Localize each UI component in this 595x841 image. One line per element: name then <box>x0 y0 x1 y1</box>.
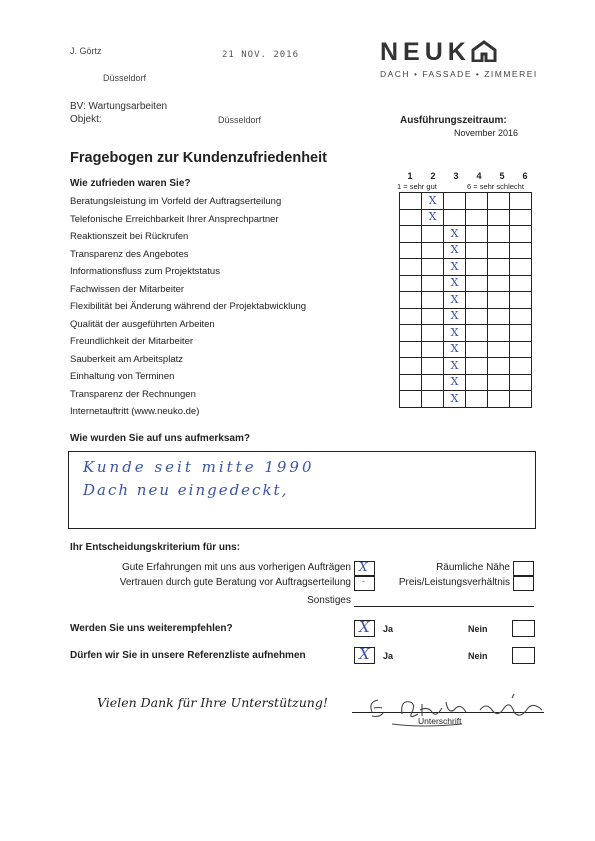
rating-cell-4[interactable] <box>466 308 488 325</box>
scale-5: 5 <box>499 171 505 181</box>
rating-cell-1[interactable] <box>400 391 422 408</box>
rating-row <box>400 374 532 391</box>
rating-mark: X <box>428 210 437 224</box>
reference-yes-mark: X <box>359 645 370 663</box>
rating-cell-5[interactable] <box>488 259 510 276</box>
rating-cell-6[interactable] <box>510 341 532 358</box>
rating-row <box>400 242 532 259</box>
objekt-value: Düsseldorf <box>218 115 262 125</box>
thanks-text: Vielen Dank für Ihre Unterstützung! <box>97 695 328 710</box>
rating-mark: X <box>450 292 459 306</box>
recommend-yes-checkbox[interactable] <box>354 620 375 637</box>
attention-answer-box[interactable] <box>68 451 536 529</box>
rating-cell-4[interactable] <box>466 275 488 292</box>
rating-mark: X <box>450 309 459 323</box>
rating-cell-3[interactable] <box>444 308 466 325</box>
rating-cell-5[interactable] <box>488 242 510 259</box>
satisfaction-item-label: Reaktionszeit bei Rückrufen <box>70 231 189 242</box>
satisfaction-item-label: Transparenz des Angebotes <box>70 248 189 260</box>
rating-cell-4[interactable] <box>466 391 488 408</box>
rating-cell-6[interactable] <box>510 358 532 375</box>
rating-cell-4[interactable] <box>466 358 488 375</box>
scale-4: 4 <box>476 171 482 181</box>
satisfaction-item-label: Sauberkeit am Arbeitsplatz <box>70 353 184 365</box>
rating-cell-6[interactable] <box>510 209 532 226</box>
recommend-question: Werden Sie uns weiterempfehlen? <box>70 623 233 634</box>
date-stamp: 21 NOV. 2016 <box>222 50 300 60</box>
satisfaction-item-label: Internetauftritt (www.neuko.de) <box>70 406 200 417</box>
rating-cell-4[interactable] <box>466 209 488 226</box>
rating-cell-3[interactable] <box>444 275 466 292</box>
period-value: November 2016 <box>454 128 519 138</box>
other-line[interactable] <box>354 606 534 607</box>
rating-row <box>400 308 532 325</box>
handwritten-signature <box>362 690 562 730</box>
rating-row <box>400 325 532 342</box>
rating-mark: X <box>428 193 437 207</box>
rating-cell-5[interactable] <box>488 193 510 210</box>
customer-city: Düsseldorf <box>103 73 147 83</box>
rating-cell-3[interactable] <box>444 242 466 259</box>
satisfaction-item-label: Einhaltung von Terminen <box>70 371 175 382</box>
rating-cell-1[interactable] <box>400 308 422 325</box>
satisfaction-item-label: Telefonische Erreichbarkeit Ihrer Ansprechpartner <box>70 213 279 225</box>
reference-question: Dürfen wir Sie in unsere Referenzliste aufnehmen <box>70 650 306 661</box>
rating-cell-6[interactable] <box>510 374 532 391</box>
rating-cell-4[interactable] <box>466 374 488 391</box>
scale-1: 1 <box>407 171 413 181</box>
rating-cell-1[interactable] <box>400 209 422 226</box>
satisfaction-item-label: Qualität der ausgeführten Arbeiten <box>70 318 215 330</box>
rating-cell-6[interactable] <box>510 292 532 309</box>
rating-row <box>400 292 532 309</box>
bv-text: BV: Wartungsarbeiten <box>70 101 168 112</box>
criteria-opt3-checkbox[interactable] <box>513 561 534 576</box>
satisfaction-question: Wie zufrieden waren Sie? <box>70 178 191 189</box>
rating-cell-4[interactable] <box>466 226 488 243</box>
scale-2: 2 <box>430 171 436 181</box>
period-label: Ausführungszeitraum: <box>400 115 507 126</box>
rating-cell-4[interactable] <box>466 341 488 358</box>
rating-cell-5[interactable] <box>488 374 510 391</box>
rating-cell-5[interactable] <box>488 325 510 342</box>
rating-cell-1[interactable] <box>400 358 422 375</box>
rating-cell-3[interactable] <box>444 374 466 391</box>
rating-row <box>400 226 532 243</box>
rating-cell-4[interactable] <box>466 259 488 276</box>
satisfaction-item-label: Freundlichkeit der Mitarbeiter <box>70 336 194 347</box>
rating-cell-6[interactable] <box>510 242 532 259</box>
rating-cell-1[interactable] <box>400 325 422 342</box>
attention-answer-line1: Kunde seit mitte 1990 <box>83 458 315 476</box>
criteria-opt4-label: Preis/Leistungsverhältnis <box>398 577 510 588</box>
rating-cell-5[interactable] <box>488 341 510 358</box>
rating-cell-5[interactable] <box>488 292 510 309</box>
criteria-opt4-checkbox[interactable] <box>513 576 534 591</box>
logo-text: NEUK <box>380 38 471 66</box>
rating-cell-2[interactable] <box>422 193 444 210</box>
attention-question: Wie wurden Sie auf uns aufmerksam? <box>70 433 250 444</box>
rating-mark: X <box>450 325 459 339</box>
customer-name: J. Görtz <box>70 46 102 56</box>
objekt-label: Objekt: <box>70 114 102 125</box>
rating-row <box>400 275 532 292</box>
rating-cell-1[interactable] <box>400 292 422 309</box>
rating-cell-6[interactable] <box>510 275 532 292</box>
rating-cell-1[interactable] <box>400 226 422 243</box>
reference-no-checkbox[interactable] <box>512 647 535 664</box>
rating-row <box>400 391 532 408</box>
rating-cell-3[interactable] <box>444 325 466 342</box>
satisfaction-item-label: Flexibilität bei Änderung während der Projektabwicklung <box>70 301 307 312</box>
rating-grid <box>399 192 532 408</box>
rating-cell-2[interactable] <box>422 391 444 408</box>
rating-mark: X <box>450 226 459 240</box>
rating-cell-6[interactable] <box>510 325 532 342</box>
rating-cell-2[interactable] <box>422 292 444 309</box>
satisfaction-item-label: Transparenz der Rechnungen <box>70 388 196 400</box>
rating-cell-6[interactable] <box>510 391 532 408</box>
rating-cell-2[interactable] <box>422 275 444 292</box>
rating-mark: X <box>450 375 459 389</box>
page-title: Fragebogen zur Kundenzufriedenheit <box>70 150 327 166</box>
criteria-opt3-label: Räumliche Nähe <box>436 562 510 573</box>
rating-cell-3[interactable] <box>444 226 466 243</box>
rating-row <box>400 259 532 276</box>
rating-row <box>400 358 532 375</box>
rating-cell-5[interactable] <box>488 358 510 375</box>
rating-cell-3[interactable] <box>444 341 466 358</box>
rating-cell-1[interactable] <box>400 341 422 358</box>
scale-3: 3 <box>453 171 459 181</box>
rating-row <box>400 209 532 226</box>
scale-6: 6 <box>522 171 528 181</box>
rating-cell-2[interactable] <box>422 209 444 226</box>
rating-mark: X <box>450 391 459 405</box>
other-label: Sonstiges <box>307 595 351 606</box>
rating-mark: X <box>450 358 459 372</box>
signature-label: Unterschrift <box>418 716 462 726</box>
rating-cell-3[interactable] <box>444 358 466 375</box>
criteria-opt1-label: Gute Erfahrungen mit uns aus vorherigen Aufträgen <box>121 562 351 573</box>
rating-cell-2[interactable] <box>422 226 444 243</box>
rating-row <box>400 193 532 210</box>
rating-cell-2[interactable] <box>422 308 444 325</box>
scale-high-label: 6 = sehr schlecht <box>467 182 524 191</box>
rating-cell-6[interactable] <box>510 193 532 210</box>
logo-tagline: DACH • FASSADE • ZIMMEREI <box>380 69 538 79</box>
rating-cell-1[interactable] <box>400 259 422 276</box>
rating-cell-4[interactable] <box>466 242 488 259</box>
rating-mark: X <box>450 276 459 290</box>
rating-cell-2[interactable] <box>422 325 444 342</box>
rating-cell-6[interactable] <box>510 308 532 325</box>
rating-cell-3[interactable] <box>444 391 466 408</box>
rating-cell-5[interactable] <box>488 391 510 408</box>
criteria-opt1-mark: X <box>359 560 368 574</box>
rating-cell-2[interactable] <box>422 259 444 276</box>
rating-cell-1[interactable] <box>400 275 422 292</box>
house-icon <box>471 40 497 62</box>
company-logo <box>380 38 538 79</box>
rating-cell-5[interactable] <box>488 275 510 292</box>
rating-cell-3[interactable] <box>444 259 466 276</box>
rating-cell-3[interactable] <box>444 292 466 309</box>
rating-cell-5[interactable] <box>488 308 510 325</box>
rating-mark: X <box>450 342 459 356</box>
rating-cell-6[interactable] <box>510 259 532 276</box>
criteria-opt2-checkbox[interactable]: - <box>354 576 375 591</box>
reference-no-label: Nein <box>468 651 488 661</box>
rating-cell-1[interactable] <box>400 193 422 210</box>
rating-cell-3[interactable] <box>444 193 466 210</box>
rating-cell-1[interactable] <box>400 242 422 259</box>
recommend-no-label: Nein <box>468 624 488 634</box>
rating-cell-4[interactable] <box>466 325 488 342</box>
satisfaction-item-label: Informationsfluss zum Projektstatus <box>70 266 220 277</box>
criteria-opt1-checkbox[interactable] <box>354 561 375 576</box>
rating-cell-2[interactable] <box>422 358 444 375</box>
rating-cell-5[interactable] <box>488 226 510 243</box>
criteria-opt2-label: Vertrauen durch gute Beratung vor Auftragserteilung <box>119 577 351 588</box>
reference-yes-checkbox[interactable] <box>354 647 375 664</box>
recommend-yes-mark: X <box>359 618 370 636</box>
rating-cell-6[interactable] <box>510 226 532 243</box>
attention-answer-line2: Dach neu eingedeckt, <box>83 481 289 499</box>
rating-cell-4[interactable] <box>466 292 488 309</box>
criteria-question: Ihr Entscheidungskriterium für uns: <box>70 542 241 553</box>
satisfaction-item-label: Fachwissen der Mitarbeiter <box>70 283 185 295</box>
rating-mark: X <box>450 259 459 273</box>
rating-cell-2[interactable] <box>422 242 444 259</box>
satisfaction-item-label: Beratungsleistung im Vorfeld der Auftragserteilung <box>70 196 282 207</box>
recommend-no-checkbox[interactable] <box>512 620 535 637</box>
rating-mark: X <box>450 243 459 257</box>
rating-cell-2[interactable] <box>422 341 444 358</box>
rating-cell-2[interactable] <box>422 374 444 391</box>
rating-cell-3[interactable] <box>444 209 466 226</box>
rating-cell-4[interactable] <box>466 193 488 210</box>
rating-row <box>400 341 532 358</box>
rating-cell-5[interactable] <box>488 209 510 226</box>
reference-yes-label: Ja <box>383 651 394 661</box>
recommend-yes-label: Ja <box>383 624 394 634</box>
rating-cell-1[interactable] <box>400 374 422 391</box>
scale-low-label: 1 = sehr gut <box>397 182 437 191</box>
